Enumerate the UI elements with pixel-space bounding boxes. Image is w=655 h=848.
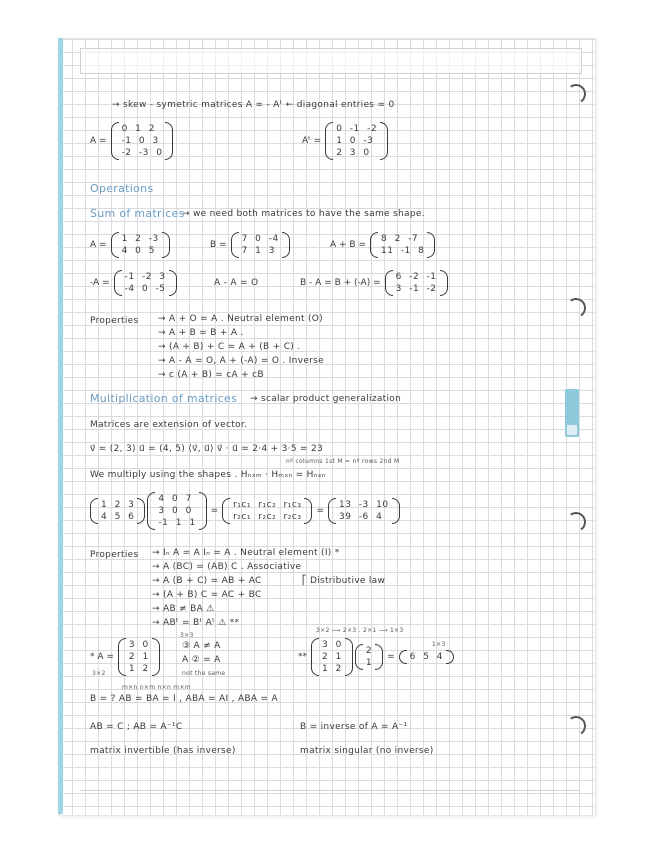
equals-sign: = (316, 506, 324, 516)
matrices-extension-note: Matrices are extension of vector. (90, 420, 248, 430)
b-minus-a-matrix (300, 270, 448, 296)
matrix-row: 39 -6 4 (338, 512, 383, 522)
sum-matrix-a-plus-b (330, 232, 435, 258)
mult-property: → ABᵗ = Bᵗ Aᵗ ⚠ ** (152, 618, 240, 628)
mult-property: → AB ≠ BA ⚠ (152, 604, 215, 614)
matrix-row: -2 -3 0 (121, 148, 163, 158)
matrix-row: 1 2 3 (101, 500, 135, 510)
sum-property: → c (A + B) = cA + cB (158, 370, 264, 380)
vector-dot-product: v⃗ = (2, 3) u⃗ = (4, 5) ⟨v⃗, u⃗⟩ v⃗ · u⃗ = 2·4 + 3·5 = 23 (90, 444, 324, 454)
matrix-row: 1 2 (322, 664, 342, 674)
multiplication-description: → scalar product generalization (250, 394, 402, 404)
matrix-row: 2 1 (322, 652, 342, 662)
matrix-label: A = (90, 136, 107, 146)
equals-sign: = (210, 506, 219, 516)
sum-property: → A - A = O, A + (-A) = O . Inverse (158, 356, 324, 366)
matrix-label: Aᵗ = (302, 136, 322, 146)
skew-definition: → skew - symetric matrices A = - Aᵗ ← diagonal entries = 0 (112, 100, 395, 110)
matrix-label: B - A = B + (-A) = (300, 278, 381, 288)
matrix-row: 1 0 -3 (336, 136, 374, 146)
skew-matrix-a (90, 122, 173, 160)
matrix-row: 8 2 -7 (381, 234, 419, 244)
shape-chain-note: 3×2 ⟶ 2×3 . 2×1 ⟶ 1×3 (316, 627, 404, 634)
b-inverse-definition: B = inverse of A = A⁻¹ (300, 722, 408, 732)
matrix-row: 3 0 (322, 640, 342, 650)
negative-matrix-a (90, 270, 177, 296)
matrix-row: 7 1 3 (241, 246, 275, 256)
mult-property: → A (B + C) = AB + AC (152, 576, 262, 586)
matrix-row: -1 -2 3 (124, 272, 166, 282)
invertible-note: matrix invertible (has inverse) (90, 746, 236, 756)
matrix-label: B = (210, 240, 227, 250)
skew-matrix-at (302, 122, 388, 160)
properties-label: Properties (90, 550, 139, 560)
matrix-label: A = (90, 240, 107, 250)
matrix-row: 13 -3 10 (338, 500, 389, 510)
matrix-row: 11 -1 8 (381, 246, 425, 256)
multiplication-heading: Multiplication of matrices (90, 392, 238, 405)
matrix-row: -1 0 3 (121, 136, 159, 146)
matrix-label: A + B = (330, 240, 366, 250)
multiplication-example (90, 492, 400, 530)
matrix-row: 1 2 (128, 664, 149, 674)
shapes-rule: We multiply using the shapes . Hₙₓₘ · Hₘₓₙ = Hₙₓₙ (90, 470, 326, 480)
sum-matrix-a (90, 232, 170, 258)
matrix-row: 1 2 -3 (121, 234, 159, 244)
matrix-label: ** (298, 652, 307, 662)
binder-tab-mark (567, 425, 577, 435)
inverse-question: B = ? AB = BA = I , ABA = AI , ABA = A (90, 694, 278, 704)
matrix-label: -A = (90, 278, 110, 288)
shape-note: 3×2 (92, 670, 106, 677)
sum-property: → A + O = A . Neutral element (O) (158, 314, 323, 324)
transpose-example (298, 638, 454, 676)
identity-note: ③ A ≠ A (182, 641, 221, 651)
page-header-box (80, 48, 582, 74)
shape-dims-note: m×n n×m n×n m×m (122, 684, 191, 691)
matrix-row: r₂c₁ r₂c₂ r₂c₃ (233, 512, 302, 522)
identity-note: not the same (182, 670, 226, 677)
distributive-law-label: ⎡ Distributive law (302, 576, 386, 586)
sum-description: → we need both matrices to have the same shape. (182, 209, 425, 219)
page-footer-line (80, 790, 580, 809)
matrix-row: 4 0 7 (158, 494, 192, 504)
singular-note: matrix singular (no inverse) (300, 746, 434, 756)
operations-heading: Operations (90, 182, 154, 195)
matrix-row: 0 -1 -2 (336, 124, 378, 134)
matrix-row: 6 5 4 (409, 652, 444, 662)
matrix-label: * A = (90, 652, 114, 662)
matrix-row: 2 (365, 646, 373, 656)
matrix-row: 3 -1 -2 (395, 284, 437, 294)
equals-sign: = (387, 652, 395, 662)
sum-property: → A + B = B + A . (158, 328, 244, 338)
a-minus-a: A - A = O (214, 278, 259, 288)
matrix-row: 3 0 0 (158, 506, 192, 516)
matrix-row: 6 -2 -1 (395, 272, 437, 282)
matrix-row: -4 0 -5 (124, 284, 166, 294)
matrix-row: 7 0 -4 (241, 234, 279, 244)
sum-heading: Sum of matrices (90, 207, 185, 220)
matrix-row: 4 5 6 (101, 512, 135, 522)
matrix-row: -1 1 1 (158, 518, 196, 528)
matrix-row: 2 3 0 (336, 148, 370, 158)
mult-property: → A (BC) = (AB) C . Associative (152, 562, 302, 572)
matrix-row: 3 0 (128, 640, 149, 650)
identity-note: A ② = A (182, 655, 221, 665)
matrix-row: 2 1 (128, 652, 149, 662)
matrix-row: 0 1 2 (121, 124, 155, 134)
shape-note: 1×3 (432, 641, 446, 648)
mult-property: → Iₙ A = A Iₙ = A . Neutral element (I) * (152, 548, 340, 558)
matrix-row: 4 0 5 (121, 246, 155, 256)
mult-property: → (A + B) C = AC + BC (152, 590, 262, 600)
page-margin-bar (58, 38, 63, 814)
sum-matrix-b (210, 232, 290, 258)
matrix-row: 1 (365, 658, 373, 668)
shape-note: 3×3 (180, 632, 194, 639)
sum-property: → (A + B) + C = A + (B + C) . (158, 342, 301, 352)
matrix-row: r₁c₁ r₁c₂ r₁c₃ (233, 500, 302, 510)
columns-rows-note: nº columns 1st M = nº rows 2nd M (286, 458, 400, 465)
ab-equals-c: AB = C ; A̶B = A⁻¹C (90, 722, 183, 732)
properties-label: Properties (90, 316, 139, 326)
